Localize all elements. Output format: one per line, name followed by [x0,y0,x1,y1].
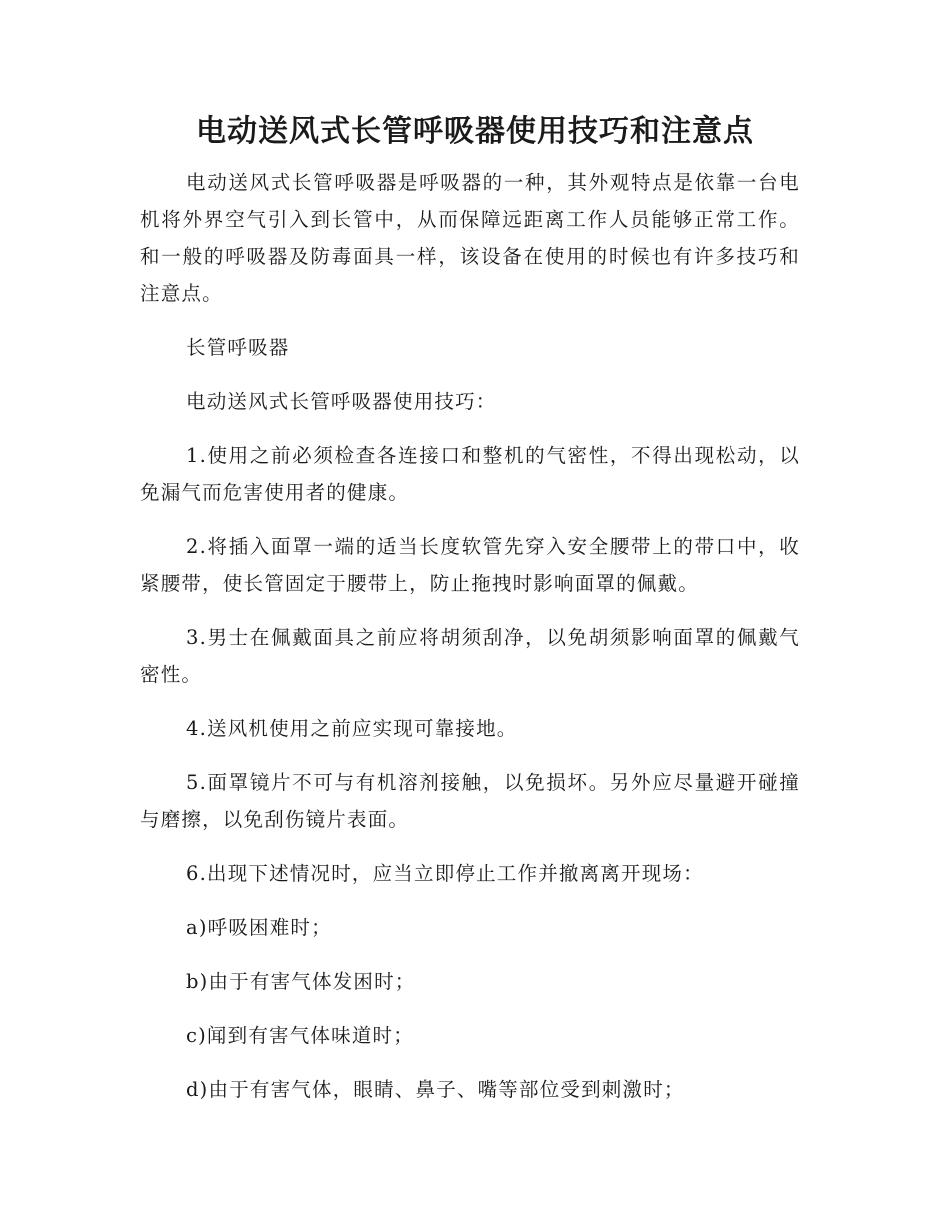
tip-item-6: 6.出现下述情况时，应当立即停止工作并撤离离开现场： [186,862,704,885]
image-caption: 长管呼吸器 [186,336,290,359]
document-title: 电动送风式长管呼吸器使用技巧和注意点 [196,114,754,149]
tip-item-3: 3.男士在佩戴面具之前应将胡须刮净，以免胡须影响面罩的佩戴气密性。 [140,626,800,686]
sub-item-b: b)由于有害气体发困时； [186,970,416,993]
sub-item-c: c)闻到有害气体味道时； [186,1024,414,1047]
document-body [140,164,800,1125]
sub-item-a: a)呼吸困难时； [186,916,332,939]
tip-item-5: 5.面罩镜片不可与有机溶剂接触，以免损坏。另外应尽量避开碰撞与磨擦，以免刮伤镜片表面。 [140,771,800,831]
tip-item-1: 1.使用之前必须检查各连接口和整机的气密性，不得出现松动，以免漏气而危害使用者的健康。 [140,444,800,504]
sub-item-d: d)由于有害气体，眼睛、鼻子、嘴等部位受到刺激时； [186,1078,685,1101]
section-heading-tips: 电动送风式长管呼吸器使用技巧： [186,390,497,413]
tip-item-2: 2.将插入面罩一端的适当长度软管先穿入安全腰带上的带口中，收紧腰带，使长管固定于腰带上，防止拖拽时影响面罩的佩戴。 [140,535,800,595]
intro-paragraph: 电动送风式长管呼吸器是呼吸器的一种，其外观特点是依靠一台电机将外界空气引入到长管中，从而保障远距离工作人员能够正常工作。和一般的呼吸器及防毒面具一样，该设备在使用的时候也有许多技巧和注意点。 [140,171,800,305]
tip-item-4: 4.送风机使用之前应实现可靠接地。 [186,717,518,740]
